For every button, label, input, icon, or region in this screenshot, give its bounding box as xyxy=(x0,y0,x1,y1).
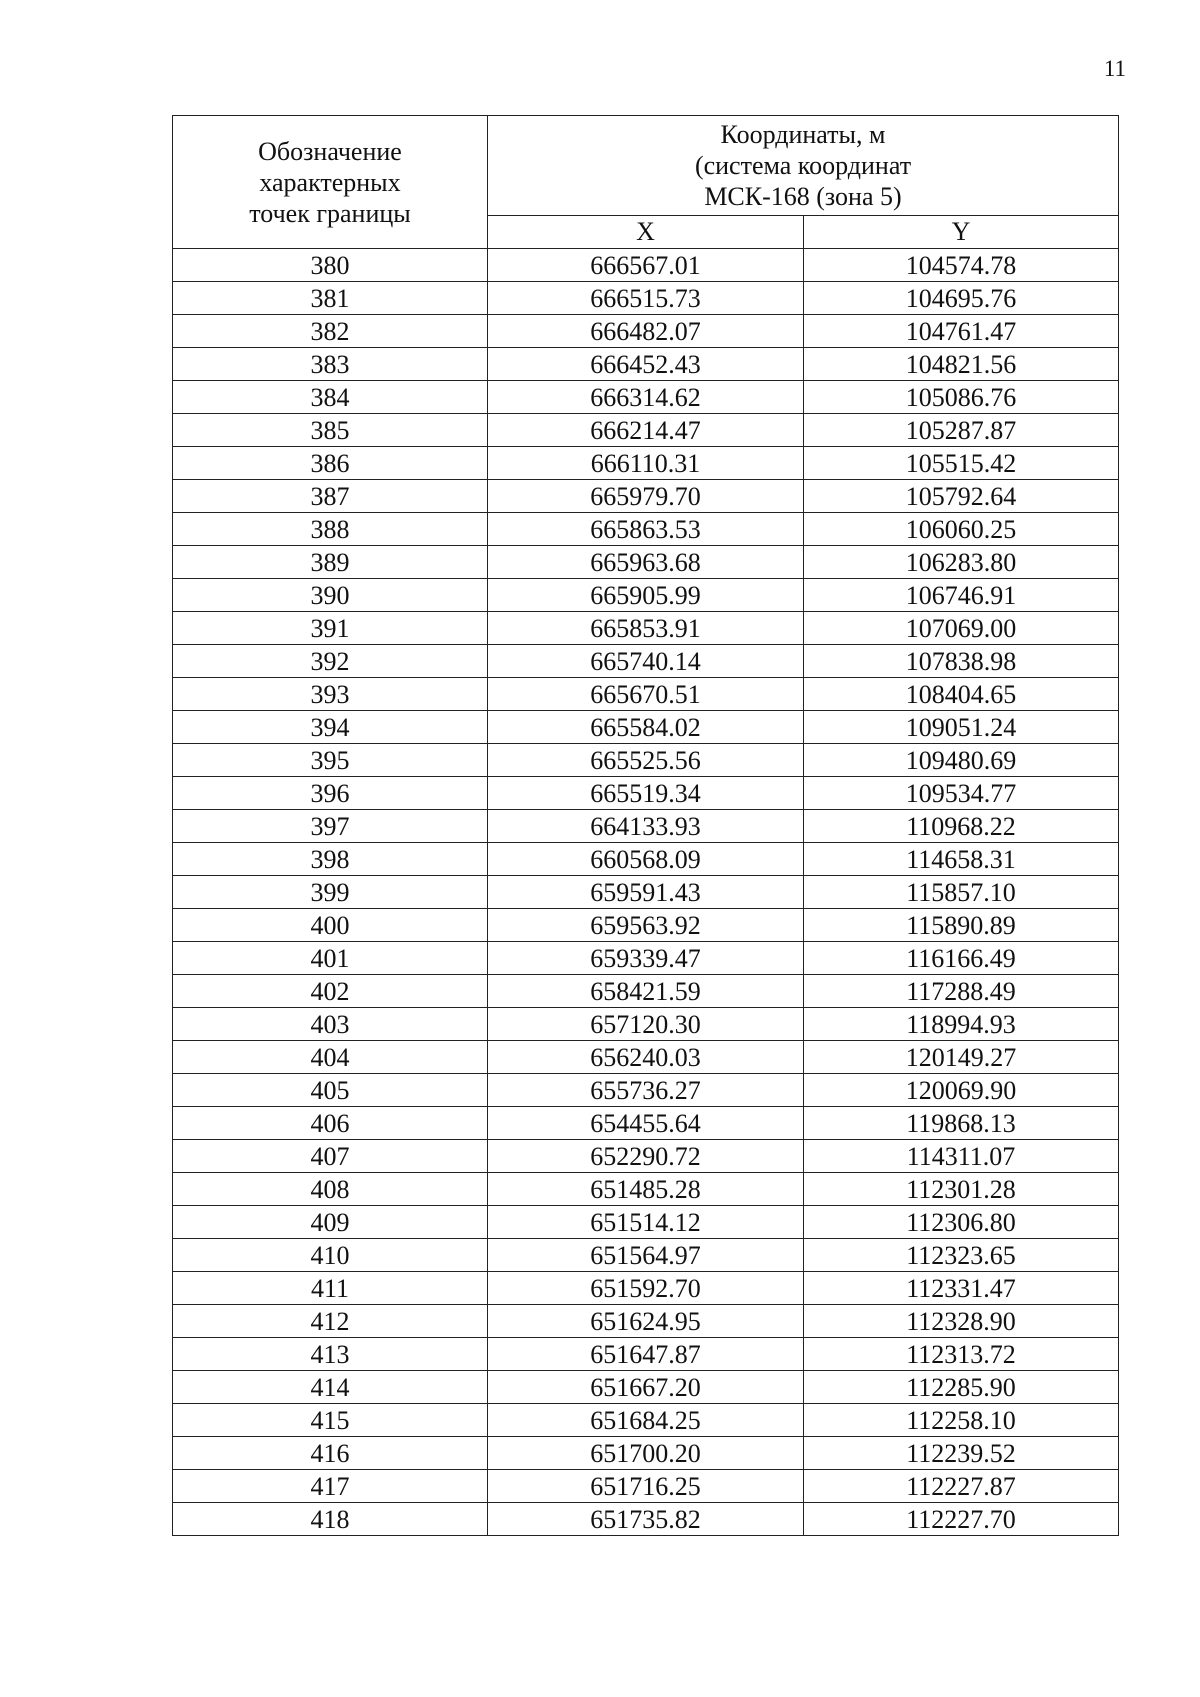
x-coordinate-cell: 651684.25 xyxy=(488,1404,804,1437)
table-body xyxy=(173,249,1119,1536)
point-id-cell: 400 xyxy=(173,909,488,942)
x-coordinate-cell: 666314.62 xyxy=(488,381,804,414)
x-coordinate-cell: 655736.27 xyxy=(488,1074,804,1107)
point-id-cell: 402 xyxy=(173,975,488,1008)
point-id-cell: 391 xyxy=(173,612,488,645)
y-coordinate-cell: 105515.42 xyxy=(804,447,1119,480)
x-coordinate-cell: 665863.53 xyxy=(488,513,804,546)
y-coordinate-cell: 112328.90 xyxy=(804,1305,1119,1338)
table-row xyxy=(173,447,1119,480)
y-coordinate-cell: 115890.89 xyxy=(804,909,1119,942)
x-coordinate-cell: 666214.47 xyxy=(488,414,804,447)
x-coordinate-cell: 657120.30 xyxy=(488,1008,804,1041)
point-id-cell: 392 xyxy=(173,645,488,678)
point-id-cell: 384 xyxy=(173,381,488,414)
x-coordinate-cell: 665519.34 xyxy=(488,777,804,810)
x-coordinate-cell: 665963.68 xyxy=(488,546,804,579)
y-coordinate-cell: 106746.91 xyxy=(804,579,1119,612)
point-id-cell: 418 xyxy=(173,1503,488,1536)
header-coordinates xyxy=(488,116,1119,216)
y-coordinate-cell: 107838.98 xyxy=(804,645,1119,678)
table-row xyxy=(173,546,1119,579)
x-coordinate-cell: 651735.82 xyxy=(488,1503,804,1536)
point-id-cell: 398 xyxy=(173,843,488,876)
x-coordinate-cell: 659563.92 xyxy=(488,909,804,942)
x-coordinate-cell: 651716.25 xyxy=(488,1470,804,1503)
y-coordinate-cell: 104821.56 xyxy=(804,348,1119,381)
x-coordinate-cell: 666567.01 xyxy=(488,249,804,282)
table-row xyxy=(173,777,1119,810)
point-id-cell: 412 xyxy=(173,1305,488,1338)
x-coordinate-cell: 665525.56 xyxy=(488,744,804,777)
y-coordinate-cell: 106283.80 xyxy=(804,546,1119,579)
y-coordinate-cell: 112239.52 xyxy=(804,1437,1119,1470)
y-coordinate-cell: 112323.65 xyxy=(804,1239,1119,1272)
header-designation-line-3: точек границы xyxy=(249,198,411,228)
y-coordinate-cell: 112301.28 xyxy=(804,1173,1119,1206)
table-row xyxy=(173,1272,1119,1305)
header-coords-line-2: (система координат xyxy=(694,150,912,180)
point-id-cell: 388 xyxy=(173,513,488,546)
y-coordinate-cell: 104574.78 xyxy=(804,249,1119,282)
table-row xyxy=(173,843,1119,876)
table-row xyxy=(173,975,1119,1008)
header-coords-line-1: Координаты, м xyxy=(720,119,886,149)
table-row xyxy=(173,1470,1119,1503)
x-coordinate-cell: 652290.72 xyxy=(488,1140,804,1173)
y-coordinate-cell: 108404.65 xyxy=(804,678,1119,711)
x-coordinate-cell: 654455.64 xyxy=(488,1107,804,1140)
table-row xyxy=(173,645,1119,678)
x-coordinate-cell: 665979.70 xyxy=(488,480,804,513)
x-coordinate-cell: 666482.07 xyxy=(488,315,804,348)
y-coordinate-cell: 112313.72 xyxy=(804,1338,1119,1371)
table-row xyxy=(173,414,1119,447)
table-row xyxy=(173,711,1119,744)
point-id-cell: 389 xyxy=(173,546,488,579)
point-id-cell: 380 xyxy=(173,249,488,282)
y-coordinate-cell: 105287.87 xyxy=(804,414,1119,447)
point-id-cell: 401 xyxy=(173,942,488,975)
y-coordinate-cell: 112285.90 xyxy=(804,1371,1119,1404)
x-coordinate-cell: 656240.03 xyxy=(488,1041,804,1074)
x-coordinate-cell: 659339.47 xyxy=(488,942,804,975)
table-row xyxy=(173,1008,1119,1041)
header-x: X xyxy=(488,215,804,248)
x-coordinate-cell: 665905.99 xyxy=(488,579,804,612)
table-row xyxy=(173,744,1119,777)
x-coordinate-cell: 651592.70 xyxy=(488,1272,804,1305)
point-id-cell: 410 xyxy=(173,1239,488,1272)
point-id-cell: 405 xyxy=(173,1074,488,1107)
table-row xyxy=(173,1140,1119,1173)
x-coordinate-cell: 651667.20 xyxy=(488,1371,804,1404)
point-id-cell: 403 xyxy=(173,1008,488,1041)
point-id-cell: 411 xyxy=(173,1272,488,1305)
y-coordinate-cell: 105086.76 xyxy=(804,381,1119,414)
y-coordinate-cell: 116166.49 xyxy=(804,942,1119,975)
x-coordinate-cell: 651564.97 xyxy=(488,1239,804,1272)
table-row xyxy=(173,1338,1119,1371)
table-row xyxy=(173,1239,1119,1272)
point-id-cell: 408 xyxy=(173,1173,488,1206)
point-id-cell: 385 xyxy=(173,414,488,447)
table-row xyxy=(173,810,1119,843)
table-row xyxy=(173,282,1119,315)
table-row xyxy=(173,1173,1119,1206)
point-id-cell: 386 xyxy=(173,447,488,480)
point-id-cell: 397 xyxy=(173,810,488,843)
table-row xyxy=(173,942,1119,975)
header-designation-line-1: Обозначение xyxy=(258,136,402,166)
y-coordinate-cell: 117288.49 xyxy=(804,975,1119,1008)
table-row xyxy=(173,315,1119,348)
y-coordinate-cell: 104695.76 xyxy=(804,282,1119,315)
x-coordinate-cell: 666452.43 xyxy=(488,348,804,381)
y-coordinate-cell: 109480.69 xyxy=(804,744,1119,777)
x-coordinate-cell: 658421.59 xyxy=(488,975,804,1008)
point-id-cell: 406 xyxy=(173,1107,488,1140)
y-coordinate-cell: 114658.31 xyxy=(804,843,1119,876)
y-coordinate-cell: 120149.27 xyxy=(804,1041,1119,1074)
x-coordinate-cell: 659591.43 xyxy=(488,876,804,909)
table-row xyxy=(173,348,1119,381)
y-coordinate-cell: 112258.10 xyxy=(804,1404,1119,1437)
point-id-cell: 417 xyxy=(173,1470,488,1503)
point-id-cell: 415 xyxy=(173,1404,488,1437)
x-coordinate-cell: 651647.87 xyxy=(488,1338,804,1371)
point-id-cell: 393 xyxy=(173,678,488,711)
header-y: Y xyxy=(804,215,1119,248)
page-number: 11 xyxy=(1103,56,1126,81)
point-id-cell: 383 xyxy=(173,348,488,381)
table-row xyxy=(173,1305,1119,1338)
point-id-cell: 413 xyxy=(173,1338,488,1371)
x-coordinate-cell: 665670.51 xyxy=(488,678,804,711)
y-coordinate-cell: 114311.07 xyxy=(804,1140,1119,1173)
y-coordinate-cell: 104761.47 xyxy=(804,315,1119,348)
x-coordinate-cell: 651485.28 xyxy=(488,1173,804,1206)
table-row xyxy=(173,909,1119,942)
x-coordinate-cell: 651624.95 xyxy=(488,1305,804,1338)
y-coordinate-cell: 119868.13 xyxy=(804,1107,1119,1140)
point-id-cell: 381 xyxy=(173,282,488,315)
table-row xyxy=(173,678,1119,711)
table-row xyxy=(173,1206,1119,1239)
point-id-cell: 414 xyxy=(173,1371,488,1404)
x-coordinate-cell: 665584.02 xyxy=(488,711,804,744)
x-coordinate-cell: 651700.20 xyxy=(488,1437,804,1470)
table-row xyxy=(173,1371,1119,1404)
table-header xyxy=(173,116,1119,249)
table-row xyxy=(173,249,1119,282)
y-coordinate-cell: 107069.00 xyxy=(804,612,1119,645)
table-row xyxy=(173,579,1119,612)
y-coordinate-cell: 105792.64 xyxy=(804,480,1119,513)
point-id-cell: 409 xyxy=(173,1206,488,1239)
y-coordinate-cell: 106060.25 xyxy=(804,513,1119,546)
table-row xyxy=(173,612,1119,645)
table-row xyxy=(173,381,1119,414)
y-coordinate-cell: 112306.80 xyxy=(804,1206,1119,1239)
y-coordinate-cell: 112227.87 xyxy=(804,1470,1119,1503)
x-coordinate-cell: 666110.31 xyxy=(488,447,804,480)
x-coordinate-cell: 651514.12 xyxy=(488,1206,804,1239)
x-coordinate-cell: 665740.14 xyxy=(488,645,804,678)
point-id-cell: 394 xyxy=(173,711,488,744)
y-coordinate-cell: 112331.47 xyxy=(804,1272,1119,1305)
table-row xyxy=(173,1404,1119,1437)
x-coordinate-cell: 665853.91 xyxy=(488,612,804,645)
table-row xyxy=(173,513,1119,546)
point-id-cell: 407 xyxy=(173,1140,488,1173)
y-coordinate-cell: 109051.24 xyxy=(804,711,1119,744)
y-coordinate-cell: 109534.77 xyxy=(804,777,1119,810)
table-row xyxy=(173,1107,1119,1140)
point-id-cell: 404 xyxy=(173,1041,488,1074)
table-row xyxy=(173,1503,1119,1536)
y-coordinate-cell: 118994.93 xyxy=(804,1008,1119,1041)
table-row xyxy=(173,480,1119,513)
point-id-cell: 382 xyxy=(173,315,488,348)
point-id-cell: 399 xyxy=(173,876,488,909)
point-id-cell: 395 xyxy=(173,744,488,777)
y-coordinate-cell: 110968.22 xyxy=(804,810,1119,843)
header-coords-line-3: МСК-168 (зона 5) xyxy=(704,181,902,211)
point-id-cell: 416 xyxy=(173,1437,488,1470)
header-point-designation xyxy=(173,116,488,249)
x-coordinate-cell: 664133.93 xyxy=(488,810,804,843)
header-designation-line-2: характерных xyxy=(259,167,401,197)
table-row xyxy=(173,1437,1119,1470)
table-row xyxy=(173,1041,1119,1074)
table-row xyxy=(173,876,1119,909)
table-row xyxy=(173,1074,1119,1107)
x-coordinate-cell: 660568.09 xyxy=(488,843,804,876)
coordinates-table xyxy=(172,115,1119,1536)
point-id-cell: 396 xyxy=(173,777,488,810)
point-id-cell: 387 xyxy=(173,480,488,513)
y-coordinate-cell: 115857.10 xyxy=(804,876,1119,909)
point-id-cell: 390 xyxy=(173,579,488,612)
y-coordinate-cell: 120069.90 xyxy=(804,1074,1119,1107)
x-coordinate-cell: 666515.73 xyxy=(488,282,804,315)
y-coordinate-cell: 112227.70 xyxy=(804,1503,1119,1536)
